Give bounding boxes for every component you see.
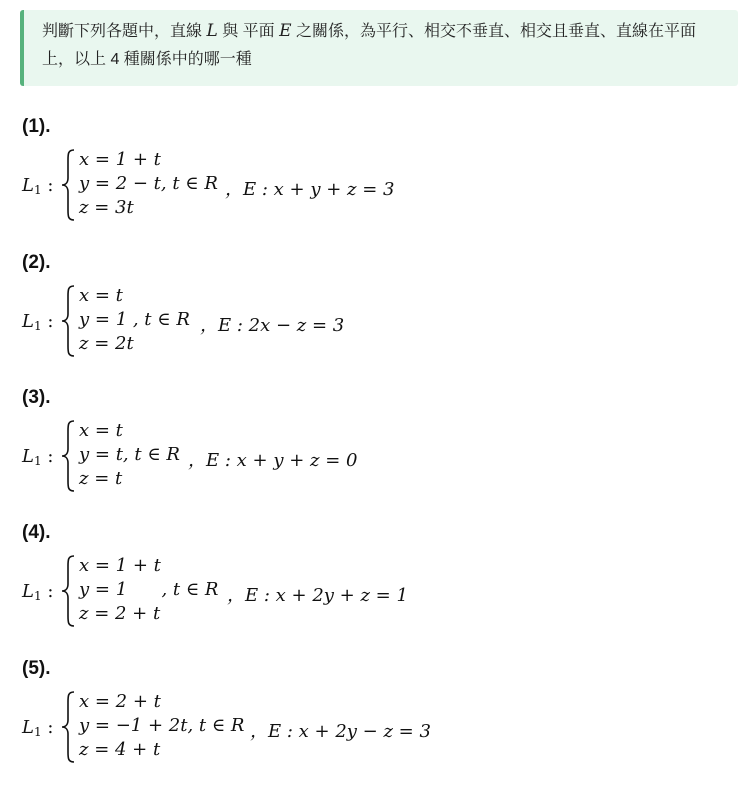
row-x: x = t: [79, 420, 123, 441]
lhs-var: L: [22, 717, 34, 738]
row-y: y = 1 , t ∈ R: [79, 309, 190, 330]
plane-variable: E: [279, 21, 292, 41]
lhs-subscript: 1: [33, 454, 42, 468]
problem-label: (4).: [22, 522, 51, 543]
system-rows: [79, 419, 180, 491]
system-rows: [79, 284, 190, 356]
equation: [22, 419, 722, 499]
line-name: [22, 311, 53, 333]
line-name: [22, 581, 53, 603]
row-z: z = t: [79, 468, 123, 489]
system-rows: [79, 148, 218, 220]
instruction-mid: 與 平面: [222, 23, 275, 40]
lhs-var: L: [22, 311, 34, 332]
instruction-suffix: 之關係，為平行、相交不垂直、相交且垂直、直線在平面上，以上 4 種關係中的哪一種: [42, 23, 697, 68]
system-rows: [79, 554, 218, 626]
equation: [22, 554, 722, 634]
row-x: x = t: [79, 285, 123, 306]
plane-equation: ，E : x + y + z = 0: [188, 450, 358, 471]
lhs-colon: :: [47, 717, 54, 738]
problem-label: (2).: [22, 252, 51, 273]
lhs-colon: :: [47, 446, 54, 467]
row-y: y = −1 + 2t, t ∈ R: [79, 715, 245, 736]
row-z: z = 3t: [79, 197, 134, 218]
problem-label: (5).: [22, 658, 51, 679]
instruction-callout: [20, 10, 738, 86]
problem-label: (3).: [22, 387, 51, 408]
row-x: x = 1 + t: [79, 555, 161, 576]
plane-equation: ，E : x + y + z = 3: [225, 179, 395, 200]
line-name: [22, 446, 53, 468]
lhs-var: L: [22, 446, 34, 467]
instruction-prefix: 判斷下列各題中，直線: [42, 23, 203, 40]
problem-label: (1).: [22, 116, 51, 137]
equation: [22, 148, 722, 228]
row-y: y = t, t ∈ R: [79, 444, 180, 465]
lhs-subscript: 1: [33, 183, 42, 197]
lhs-colon: :: [47, 175, 54, 196]
left-brace-icon: [60, 690, 76, 764]
left-brace-icon: [60, 554, 76, 628]
row-z: z = 4 + t: [79, 739, 161, 760]
row-x: x = 2 + t: [79, 691, 161, 712]
line-name: [22, 175, 53, 197]
lhs-subscript: 1: [33, 725, 42, 739]
line-variable: L: [206, 21, 218, 41]
row-z: z = 2t: [79, 333, 134, 354]
row-z: z = 2 + t: [79, 603, 161, 624]
lhs-colon: :: [47, 581, 54, 602]
lhs-colon: :: [47, 311, 54, 332]
lhs-subscript: 1: [33, 589, 42, 603]
left-brace-icon: [60, 419, 76, 493]
plane-equation: ，E : x + 2y + z = 1: [227, 585, 408, 606]
row-y: y = 2 − t, t ∈ R: [79, 173, 218, 194]
plane-equation: ，E : 2x − z = 3: [200, 315, 345, 336]
left-brace-icon: [60, 148, 76, 222]
left-brace-icon: [60, 284, 76, 358]
row-x: x = 1 + t: [79, 149, 161, 170]
system-rows: [79, 690, 244, 762]
lhs-var: L: [22, 581, 34, 602]
lhs-var: L: [22, 175, 34, 196]
lhs-subscript: 1: [33, 319, 42, 333]
equation: [22, 690, 722, 770]
row-y: y = 1 , t ∈ R: [79, 579, 219, 600]
line-name: [22, 717, 53, 739]
equation: [22, 284, 722, 364]
plane-equation: ，E : x + 2y − z = 3: [250, 721, 431, 742]
